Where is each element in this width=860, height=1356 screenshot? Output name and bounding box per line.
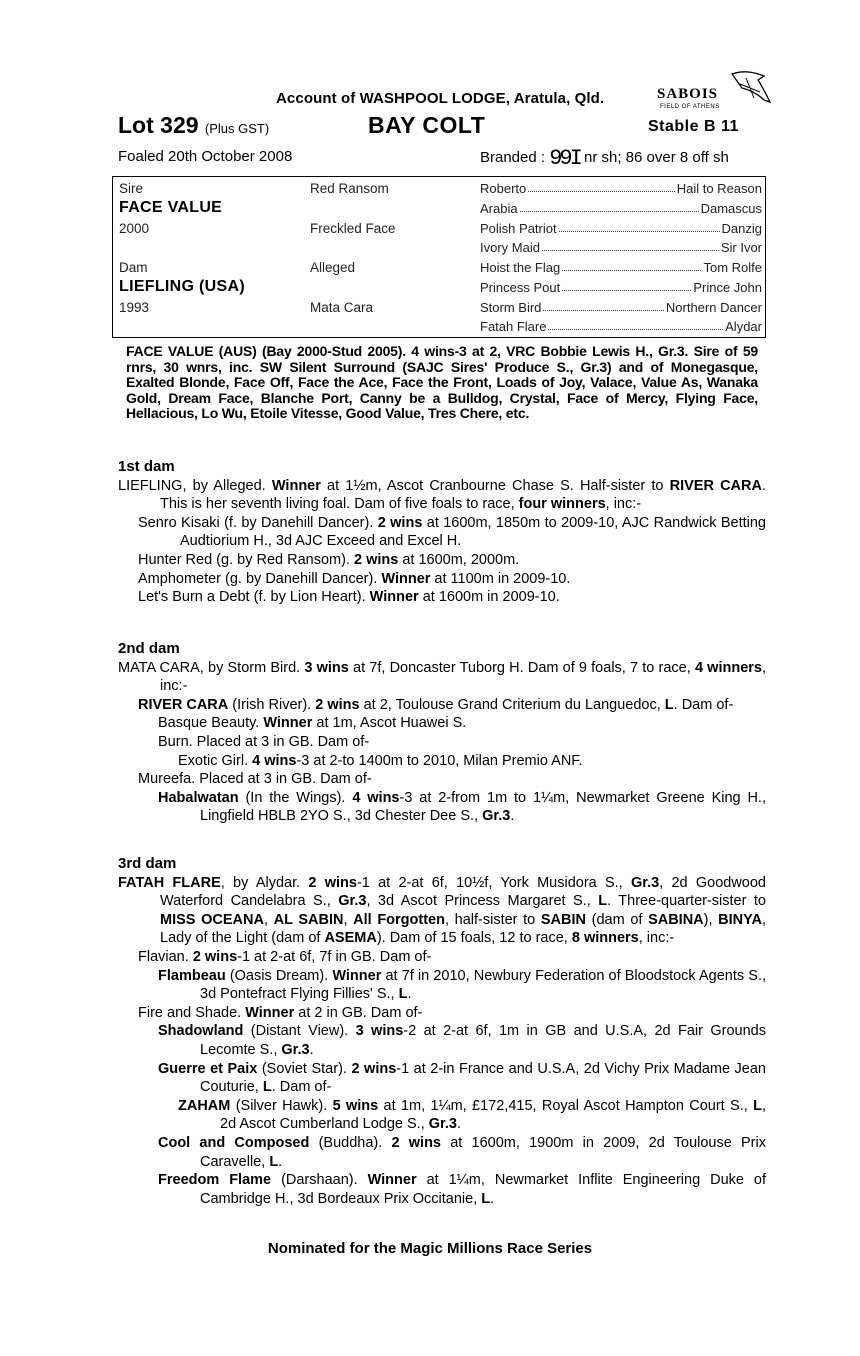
text: at 1600m, 1900m in 2009, 2d Toulouse Prix Caravelle, [200, 1134, 766, 1170]
bold-text: 4 wins [252, 752, 297, 769]
second-dam-heading: 2nd dam [118, 640, 180, 657]
text: (Soviet Star). [257, 1060, 352, 1077]
progeny-entry [118, 1060, 766, 1097]
text: Exotic Girl. [178, 752, 253, 769]
text: . [278, 1153, 283, 1170]
bold-text: 2 wins [308, 874, 357, 891]
dot-leader [542, 240, 719, 251]
progeny-entry [118, 551, 766, 570]
ancestor-row [480, 201, 762, 216]
second-dam-section [118, 640, 766, 826]
progeny-entry [118, 514, 766, 551]
bold-text: L [398, 986, 408, 1003]
progeny-entry [118, 1022, 766, 1059]
bold-text: L [664, 696, 674, 713]
progeny-entry [118, 1171, 766, 1208]
lot-note: (Plus GST) [204, 121, 270, 136]
ancestor-row [480, 260, 762, 275]
text: (Buddha). [309, 1134, 392, 1151]
bold-text: RIVER CARA [669, 477, 762, 494]
ancestor-right: Damascus [700, 201, 762, 216]
progeny-entry [118, 1097, 766, 1134]
bold-text: Winner [263, 715, 313, 732]
text: . Three-quarter-sister to [607, 893, 766, 910]
ancestor-row [480, 280, 762, 295]
ancestor-row [480, 221, 762, 236]
ancestor-right: Northern Dancer [665, 300, 762, 315]
text: -2 at 2-at 6f, 1m in GB and U.S.A, 2d Fair Grounds Lecomte S., [200, 1023, 766, 1058]
ancestor-right: Tom Rolfe [703, 260, 762, 275]
progeny-entry [118, 789, 766, 826]
bold-text: 2 wins [391, 1134, 441, 1151]
bold-text: 2 wins [315, 696, 360, 713]
bold-text: Freedom Flame [158, 1172, 272, 1189]
dam-sire: Alleged [310, 260, 356, 275]
progeny-entry [118, 659, 766, 696]
text: , by Alydar. [220, 874, 309, 891]
lot-number: Lot 329 (Plus GST) [118, 112, 270, 138]
dam-name: LIEFLING (USA) [119, 278, 245, 295]
bold-text: SABIN [540, 911, 586, 928]
text: . [457, 1116, 462, 1133]
dot-leader [543, 300, 663, 311]
text: at 1600m, 2000m. [398, 551, 520, 568]
bold-text: L [262, 1079, 272, 1096]
ancestor-left: Polish Patriot [480, 221, 557, 236]
stable-number: Stable B 11 [648, 118, 739, 135]
ancestor-row [480, 319, 762, 334]
progeny-entry [118, 874, 766, 948]
ancestor-left: Hoist the Flag [480, 260, 561, 275]
text: Amphometer (g. by Danehill Dancer). [138, 570, 382, 587]
text: Let's Burn a Debt (f. by Lion Heart). [138, 589, 370, 606]
bold-text: 2 wins [353, 551, 399, 568]
ancestor-right: Hail to Reason [676, 181, 762, 196]
text: . Dam of- [271, 1079, 332, 1096]
nomination-note: Nominated for the Magic Millions Race Series [267, 1240, 593, 1257]
bold-text: Gr.3 [428, 1116, 457, 1133]
bold-text: AL SABIN [273, 911, 344, 928]
text: Flavian. [138, 948, 193, 965]
bold-text: 2 wins [351, 1060, 397, 1077]
bold-text: ZAHAM [178, 1097, 231, 1114]
text: . [510, 808, 515, 825]
ancestor-row [480, 181, 762, 196]
text: -3 at 2-from 1m to 1¼m, Newmarket Greene King H., Lingfield HBLB 2YO S., 3d Chester Dee S., [200, 789, 766, 825]
bold-text: Winner [271, 477, 321, 494]
ancestor-left: Arabia [480, 201, 518, 216]
dot-leader [528, 181, 674, 192]
first-dam-text [118, 477, 766, 514]
ancestor-left: Fatah Flare [480, 319, 547, 334]
text: (dam of [586, 911, 649, 928]
logo-subtext: FIELD OF ATHENS [660, 104, 720, 110]
progeny-entry [118, 696, 766, 715]
bold-text: Winner [381, 570, 431, 587]
text: , inc:- [605, 496, 642, 513]
logo-text: SABOIS [657, 86, 719, 102]
text: . [309, 1041, 314, 1058]
ancestor-left: Storm Bird [480, 300, 542, 315]
bold-text: 4 winners [694, 659, 762, 676]
bold-text: 5 wins [332, 1097, 379, 1114]
text: Mureefa. Placed at 3 in GB. Dam of- [138, 771, 372, 788]
text: -3 at 2-to 1400m to 2010, Milan Premio ANF. [296, 752, 583, 769]
bold-text: 4 wins [352, 789, 400, 806]
text: Hunter Red (g. by Red Ransom). [138, 551, 354, 568]
text: . Dam of- [673, 696, 734, 713]
dam-label: Dam [119, 260, 148, 275]
ancestor-right: Prince John [693, 280, 762, 295]
dot-leader [520, 201, 699, 212]
text: -1 at 2-at 6f, 7f in GB. Dam of- [237, 948, 432, 965]
text: at 1m, 1¼m, £172,415, Royal Ascot Hampton Court S., [378, 1097, 754, 1114]
bold-text: BINYA [718, 911, 762, 928]
text: . [407, 986, 412, 1003]
bold-text: L [269, 1153, 279, 1170]
text: , half-sister to [444, 911, 541, 928]
bold-text: Gr.3 [281, 1041, 310, 1058]
text: (Distant View). [243, 1023, 356, 1040]
bold-text: Habalwatan [158, 789, 239, 806]
first-dam-section [118, 458, 766, 607]
text: MATA CARA, by Storm Bird. [118, 659, 305, 676]
progeny-entry [118, 1134, 766, 1171]
bold-text: Guerre et Paix [158, 1060, 258, 1077]
text: -1 at 2-at 6f, 10½f, York Musidora S., [356, 874, 631, 891]
sire-summary: FACE VALUE (AUS) (Bay 2000-Stud 2005). 4 wins-3 at 2, VRC Bobbie Lewis H., Gr.3. Sire of 59 rnrs, 30 wnrs, inc. SW Silent Surround (SAJC Sires' Produce S., Gr.3) and of Monegasque, Exalted Blonde, Face Off, Face the Ace, Face the Front, Loads of Joy, Valace, Value As, Wanaka Gold, Dream Face, Blanche Port, Canny be a Bulldog, Crystal, Face of Mercy, Flying Face, Hellacious, Lo Wu, Etoile Vitesse, Good Value, Tres Chere, etc. [126, 343, 758, 422]
progeny-entry [118, 967, 766, 1004]
sire-name: FACE VALUE [119, 199, 223, 216]
bold-text: Gr.3 [338, 893, 367, 910]
dam-year: 1993 [119, 300, 150, 315]
text: (Darshaan). [271, 1172, 368, 1189]
bold-text: RIVER CARA [138, 696, 229, 713]
text: Senro Kisaki (f. by Danehill Dancer). [138, 514, 378, 531]
progeny-entry [118, 714, 766, 733]
third-dam-section [118, 855, 766, 1208]
text: (Oasis Dream). [225, 967, 333, 984]
text: ). Dam of 15 foals, 12 to race, [376, 930, 572, 947]
text: , 2d Ascot Cumberland Lodge S., [220, 1097, 766, 1133]
bold-text: four winners [518, 496, 606, 513]
text: -1 at 2-in France and U.S.A, 2d Vichy Prix Madame Jean Couturie, [200, 1060, 766, 1096]
ancestor-right: Sir Ivor [720, 240, 762, 255]
bold-text: 2 wins [377, 514, 423, 531]
third-dam-heading: 3rd dam [118, 855, 177, 872]
progeny-entry [118, 733, 766, 752]
progeny-entry [118, 1004, 766, 1023]
horse-description: BAY COLT [368, 112, 486, 138]
ancestor-left: Ivory Maid [480, 240, 540, 255]
progeny-entry [118, 770, 766, 789]
bold-text: Flambeau [158, 967, 226, 984]
pedigree-table [112, 176, 766, 338]
text: at 1¼m, Newmarket Inflite Engineering Duke of Cambridge H., 3d Bordeaux Prix Occitanie, [200, 1172, 766, 1207]
bold-text: Winner [332, 967, 382, 984]
sire-dam: Freckled Face [310, 221, 396, 236]
first-dam-heading: 1st dam [118, 458, 175, 475]
bold-text: FATAH FLARE [118, 874, 221, 891]
sire-sire: Red Ransom [310, 181, 389, 196]
progeny-entry [118, 588, 766, 607]
dot-leader [548, 319, 723, 330]
text: at 1600m, 1850m to 2009-10, AJC Randwick Betting Audtiorium H., 3d AJC Exceed and Excel H. [180, 514, 766, 550]
sire-year: 2000 [119, 221, 150, 236]
text: Burn. Placed at 3 in GB. Dam of- [158, 733, 370, 750]
bold-text: Shadowland [158, 1023, 244, 1040]
text: , inc:- [638, 930, 675, 947]
dot-leader [562, 260, 701, 271]
branding: Branded : 99I nr sh; 86 over 8 off sh [480, 146, 729, 171]
bold-text: 3 wins [304, 659, 349, 676]
text: , 2d Goodwood Waterford Candelabra S., [160, 874, 766, 910]
text: Basque Beauty. [158, 715, 264, 732]
bold-text: Winner [367, 1172, 417, 1189]
text: ), [703, 911, 719, 928]
bold-text: Cool and Composed [158, 1134, 310, 1151]
bold-text: 3 wins [355, 1023, 404, 1040]
dam-dam: Mata Cara [310, 300, 374, 315]
bold-text: Winner [369, 589, 419, 606]
progeny-entry [118, 948, 766, 967]
dot-leader [559, 221, 720, 232]
text: , [263, 911, 274, 928]
text: , Lady of the Light (dam of [160, 911, 766, 947]
brand-mark: 99I [549, 146, 580, 171]
text: at 2 in GB. Dam of- [294, 1004, 423, 1021]
text: , 3d Ascot Princess Margaret S., [366, 893, 599, 910]
progeny-entry [118, 752, 766, 771]
text: (Silver Hawk). [230, 1097, 333, 1114]
text: at 7f, Doncaster Tuborg H. Dam of 9 foals, 7 to race, [348, 659, 695, 676]
text: at 1100m in 2009-10. [430, 570, 571, 587]
bold-text: MISS OCEANA [160, 911, 264, 928]
text: . This is her seventh living foal. Dam of five foals to race, [160, 477, 767, 513]
foaled-date: Foaled 20th October 2008 [118, 148, 293, 165]
bold-text: 8 winners [571, 930, 639, 947]
text: . [490, 1190, 495, 1207]
ancestor-right: Danzig [721, 221, 762, 236]
bold-text: SABINA [648, 911, 704, 928]
text: , inc:- [160, 659, 767, 695]
bold-text: All Forgotten [353, 911, 445, 928]
bold-text: 2 wins [192, 948, 238, 965]
text: LIEFLING, by Alleged. [118, 477, 272, 494]
bold-text: L [481, 1190, 491, 1207]
bold-text: Gr.3 [630, 874, 660, 891]
text: at 7f in 2010, Newbury Federation of Bloodstock Agents S., 3d Pontefract Flying Fillies' S., [200, 967, 766, 1003]
text: at 1m, Ascot Huawei S. [312, 715, 467, 732]
text: (Irish River). [228, 696, 316, 713]
dot-leader [562, 280, 691, 291]
text: , [343, 911, 354, 928]
text: Fire and Shade. [138, 1004, 246, 1021]
bold-text: ASEMA [324, 930, 377, 947]
progeny-entry [118, 570, 766, 589]
ancestor-left: Roberto [480, 181, 527, 196]
vendor-account: Account of WASHPOOL LODGE, Aratula, Qld. [276, 90, 605, 107]
text: at 1½m, Ascot Cranbourne Chase S. Half-sister to [320, 477, 670, 494]
text: (In the Wings). [238, 789, 353, 806]
bold-text: L [753, 1097, 762, 1114]
ancestor-row [480, 240, 762, 255]
ancestor-right: Alydar [725, 319, 762, 334]
bold-text: Gr.3 [482, 808, 511, 825]
text: at 2, Toulouse Grand Criterium du Languedoc, [359, 696, 665, 713]
sire-label: Sire [119, 181, 144, 196]
bold-text: Winner [245, 1004, 295, 1021]
bold-text: L [598, 893, 608, 910]
text: at 1600m in 2009-10. [418, 589, 560, 606]
ancestor-left: Princess Pout [480, 280, 561, 295]
ancestor-row [480, 300, 762, 315]
